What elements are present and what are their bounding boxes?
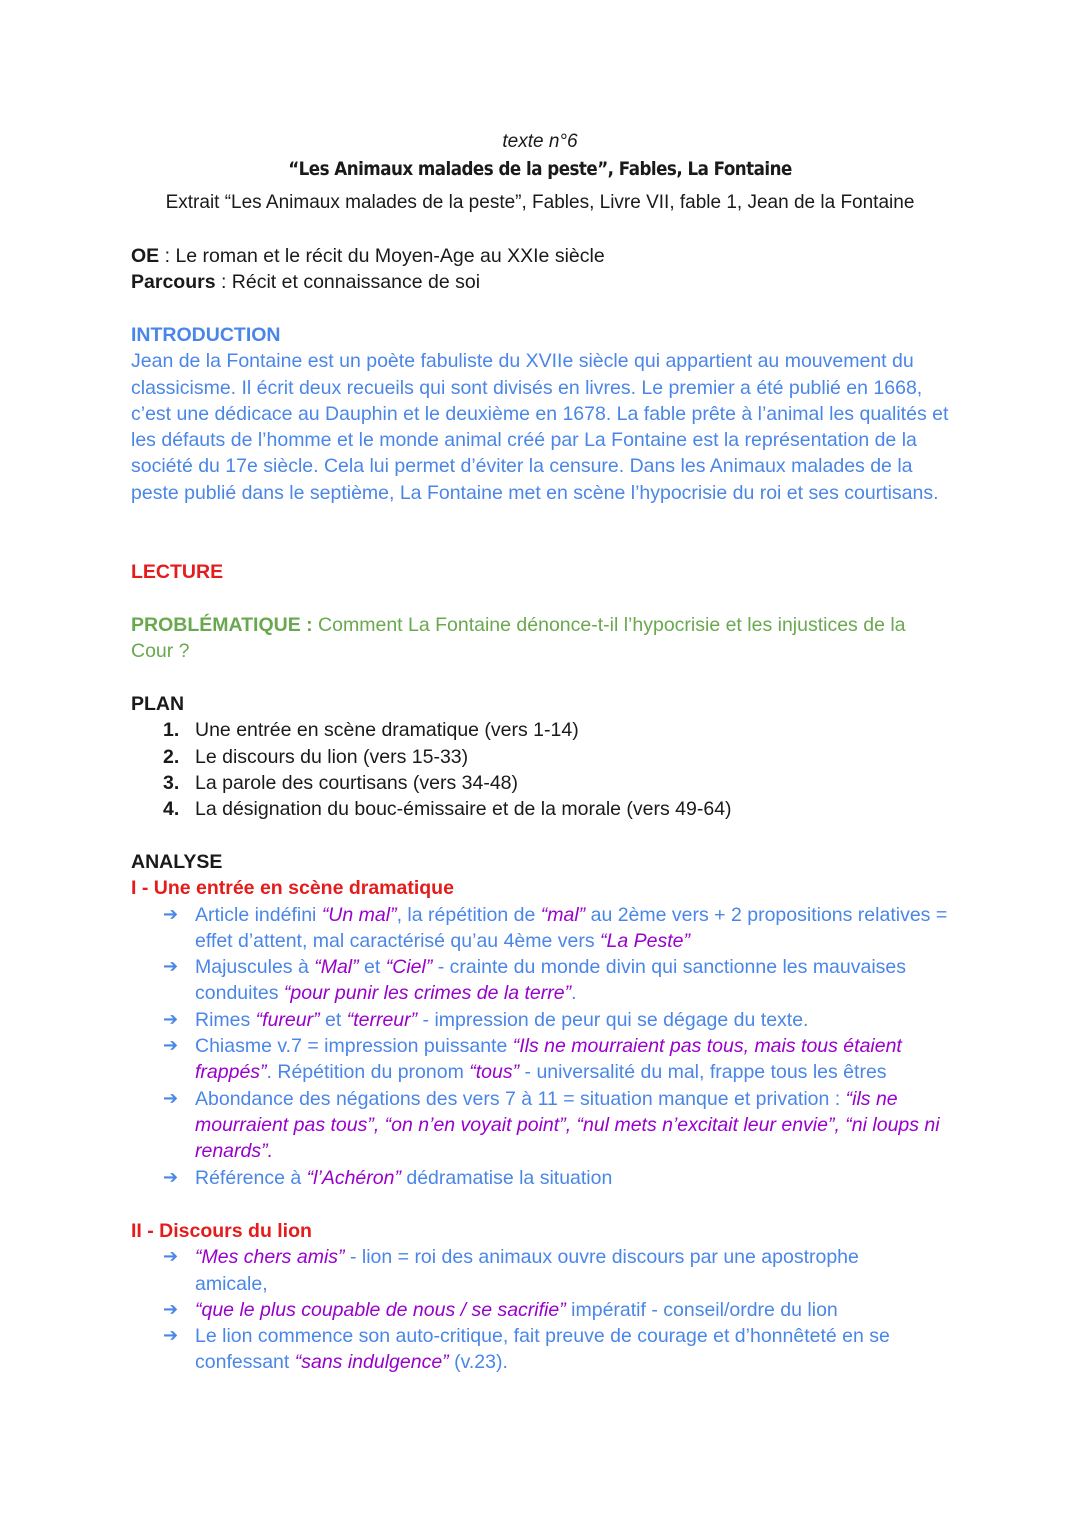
parcours-line [131, 269, 951, 295]
plan-item-number: 2. [163, 745, 180, 768]
part2-section [131, 1218, 961, 1376]
document-subtitle: Extrait “Les Animaux malades de la peste”, Fables, Livre VII, fable 1, Jean de la Fontaine [165, 192, 915, 213]
analysis-point: ➔ Chiasme v.7 = impression puissante “Ils ne mourraient pas tous, mais tous étaient frappés”. Répétition du pronom “tous” - universalité du mal, frappe tous les êtres [163, 1035, 902, 1084]
document-title: “Les Animaux malades de la peste”, Fables, La Fontaine [288, 158, 792, 180]
arrow-right-icon: ➔ [163, 1325, 179, 1347]
oe-value: : Le roman et le récit du Moyen-Age au XXIe siècle [159, 245, 605, 267]
analysis-point: ➔ Le lion commence son auto-critique, fait preuve de courage et d’honnêteté en se confessant “sans indulgence” (v.23). [163, 1325, 890, 1374]
plan-list [131, 717, 951, 822]
plan-item-text: Le discours du lion (vers 15-33) [195, 745, 469, 768]
plan-item-number: 1. [163, 719, 180, 742]
problematique-section [131, 612, 931, 665]
introduction-section [131, 322, 951, 506]
plan-item-number: 3. [163, 771, 180, 794]
introduction-text: Jean de la Fontaine est un poète fabuliste du XVIIe siècle qui appartient au mouvement du classicisme. Il écrit deux recueils qui sont divisés en livres. Le premier a été publié en 1668, c’est une dédicace au Dauphin et le deuxième en 1678. La fable prête à l’animal les qualités et les défauts de l’homme et le monde animal créé par La Fontaine est la représentation de la société du 17e siècle. Cela lui permet d’éviter la censure. Dans les Animaux malades de la peste publié dans le septième, La Fontaine met en scène l’hypocrisie du roi et ses courtisans. [131, 350, 949, 504]
meta-block [131, 243, 951, 296]
oe-line [131, 243, 951, 269]
part1-heading: I - Une entrée en scène dramatique [131, 877, 454, 900]
plan-item [131, 717, 951, 743]
plan-item-text: La désignation du bouc-émissaire et de la morale (vers 49-64) [195, 798, 732, 821]
analysis-point: ➔ Abondance des négations des vers 7 à 11 = situation manque et privation : “ils ne mourraient pas tous”, “on n’en voyait point”, “nul mets n’excitait leur envie”, “ni loups ni renards”. [163, 1087, 940, 1163]
plan-item-text: La parole des courtisans (vers 34-48) [195, 771, 518, 794]
arrow-right-icon: ➔ [163, 1087, 179, 1109]
analysis-point: ➔ Référence à “l’Achéron” dédramatise la situation [131, 1165, 961, 1191]
analysis-point: ➔ “Mes chers amis” - lion = roi des animaux ouvre discours par une apostrophe amicale, [163, 1246, 859, 1295]
plan-item [131, 770, 951, 796]
lecture-heading: LECTURE [131, 561, 224, 583]
parcours-label: Parcours [131, 271, 216, 294]
oe-label: OE [131, 245, 160, 267]
plan-heading: PLAN [131, 693, 185, 715]
problematique-text: Comment La Fontaine dénonce-t-il l’hypocrisie et les injustices de la Cour ? [131, 614, 906, 663]
part2-heading: II - Discours du lion [131, 1220, 312, 1242]
arrow-right-icon: ➔ [163, 903, 179, 925]
plan-item-text: Une entrée en scène dramatique (vers 1-14) [195, 719, 579, 742]
arrow-right-icon: ➔ [163, 1008, 179, 1030]
analyse-heading: ANALYSE [131, 851, 223, 873]
arrow-right-icon: ➔ [163, 1246, 179, 1268]
arrow-right-icon: ➔ [163, 956, 179, 978]
plan-section [131, 691, 951, 822]
text-number: texte n°6 [502, 131, 578, 152]
analyse-section [131, 849, 961, 1191]
analysis-point: ➔ “que le plus coupable de nous / se sacrifie” impératif - conseil/ordre du lion [131, 1297, 961, 1323]
arrow-right-icon: ➔ [163, 1035, 179, 1057]
part1-list [131, 902, 961, 1191]
parcours-value: : Récit et connaissance de soi [215, 271, 481, 294]
arrow-right-icon: ➔ [163, 1298, 179, 1320]
plan-item [131, 796, 951, 822]
analysis-point: ➔ Rimes “fureur” et “terreur” - impression de peur qui se dégage du texte. [131, 1007, 961, 1033]
problematique-label: PROBLÉMATIQUE : [131, 614, 313, 636]
part2-list [131, 1244, 961, 1375]
analysis-point: ➔ Article indéfini “Un mal”, la répétition de “mal” au 2ème vers + 2 propositions relatives = effet d’attent, mal caractérisé qu’au 4ème vers “La Peste” [163, 903, 948, 952]
introduction-heading: INTRODUCTION [131, 324, 281, 346]
arrow-right-icon: ➔ [163, 1166, 179, 1188]
plan-item [131, 744, 951, 770]
analysis-point: ➔ Majuscules à “Mal” et “Ciel” - crainte du monde divin qui sanctionne les mauvaises conduites “pour punir les crimes de la terre”. [163, 956, 907, 1005]
plan-item-number: 4. [163, 798, 180, 821]
